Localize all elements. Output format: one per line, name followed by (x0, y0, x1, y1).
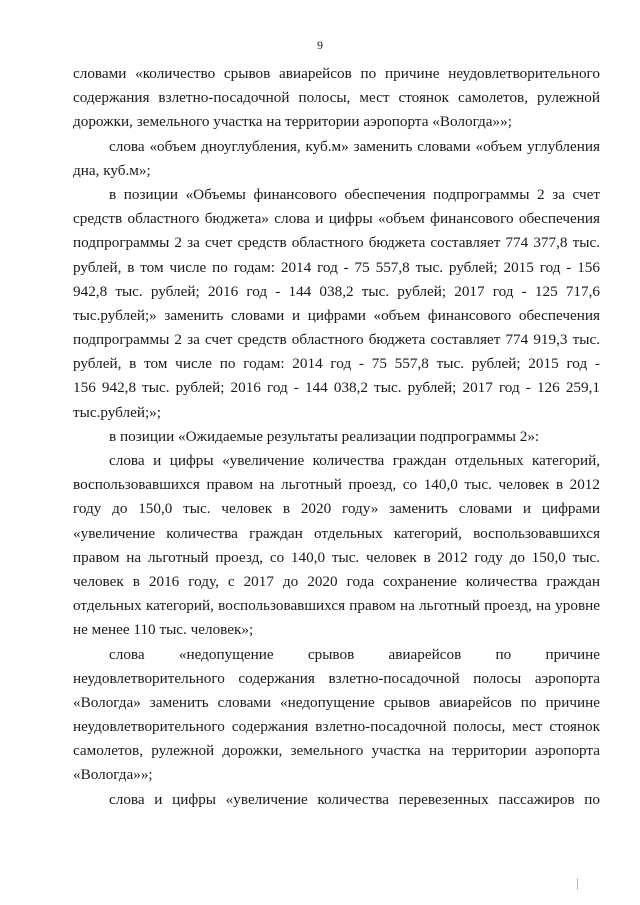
text-line: «увеличение количества граждан отдельных категорий, воспользовавшихся (73, 524, 600, 542)
page-number: 9 (317, 38, 323, 52)
text-line: дорожки, земельного участка на территории аэропорта «Вологда»»; (73, 113, 512, 131)
text-line: самолетов, рулежной дорожки, земельного участка на территории аэропорта (73, 742, 600, 760)
scan-artifact (577, 878, 578, 890)
document-text-body (73, 62, 600, 812)
text-line: средств областного бюджета» слова и цифры «объем финансового обеспечения (73, 210, 600, 228)
text-line: воспользовавшихся правом на льготный проезд, со 140,0 тыс. человек в 2012 (73, 476, 600, 494)
text-line: подпрограммы 2 за счет средств областного бюджета составляет 774 377,8 тыс. (73, 234, 600, 252)
text-line: в позиции «Ожидаемые результаты реализации подпрограммы 2»: (109, 427, 540, 445)
text-line: в позиции «Объемы финансового обеспечения подпрограммы 2 за счет (109, 185, 600, 203)
text-line: тыс.рублей;» заменить словами и цифрами «объем финансового обеспечения (73, 306, 600, 324)
text-line: неудовлетворительного содержания взлетно-посадочной полосы, мест стоянок (73, 718, 600, 736)
text-line: рублей, в том числе по годам: 2014 год - 75 557,8 тыс. рублей; 2015 год - 156 (73, 258, 600, 276)
text-line: 156 942,8 тыс. рублей; 2016 год - 144 038,2 тыс. рублей; 2017 год - 126 259,1 (73, 379, 600, 397)
text-line: году до 150,0 тыс. человек в 2020 году» заменить словами и цифрами (73, 500, 600, 518)
text-line: слова и цифры «увеличение количества перевезенных пассажиров по (109, 790, 600, 808)
text-line: отдельных категорий, воспользовавшихся правом на льготный проезд, на уровне (73, 597, 600, 615)
text-line: неудовлетворительного содержания взлетно-посадочной полосы аэропорта (73, 669, 600, 687)
text-line: слова «недопущение срывов авиарейсов по причине (109, 645, 600, 663)
text-line: дна, куб.м»; (73, 161, 151, 179)
text-line: содержания взлетно-посадочной полосы, мест стоянок самолетов, рулежной (73, 89, 600, 107)
text-line: «Вологда» заменить словами «недопущение срывов авиарейсов по причине (73, 693, 600, 711)
text-line: тыс.рублей;»; (73, 403, 161, 421)
text-line: «Вологда»»; (73, 766, 153, 784)
text-line: правом на льготный проезд, со 140,0 тыс. человек в 2012 году до 150,0 тыс. (73, 548, 600, 566)
text-line: слова и цифры «увеличение количества граждан отдельных категорий, (109, 452, 600, 469)
text-line: слова «объем дноуглубления, куб.м» заменить словами «объем углубления (109, 137, 600, 155)
text-line: подпрограммы 2 за счет средств областного бюджета составляет 774 919,3 тыс. (73, 331, 600, 349)
text-line: словами «количество срывов авиарейсов по причине неудовлетворительного (73, 65, 600, 82)
text-line: не менее 110 тыс. человек»; (73, 621, 254, 639)
text-line: рублей, в том числе по годам: 2014 год - 75 557,8 тыс. рублей; 2015 год - (73, 355, 600, 373)
text-line: человек в 2016 году, с 2017 до 2020 года сохранение количества граждан (73, 572, 600, 590)
text-line: 942,8 тыс. рублей; 2016 год - 144 038,2 тыс. рублей; 2017 год - 125 717,6 (73, 282, 600, 300)
